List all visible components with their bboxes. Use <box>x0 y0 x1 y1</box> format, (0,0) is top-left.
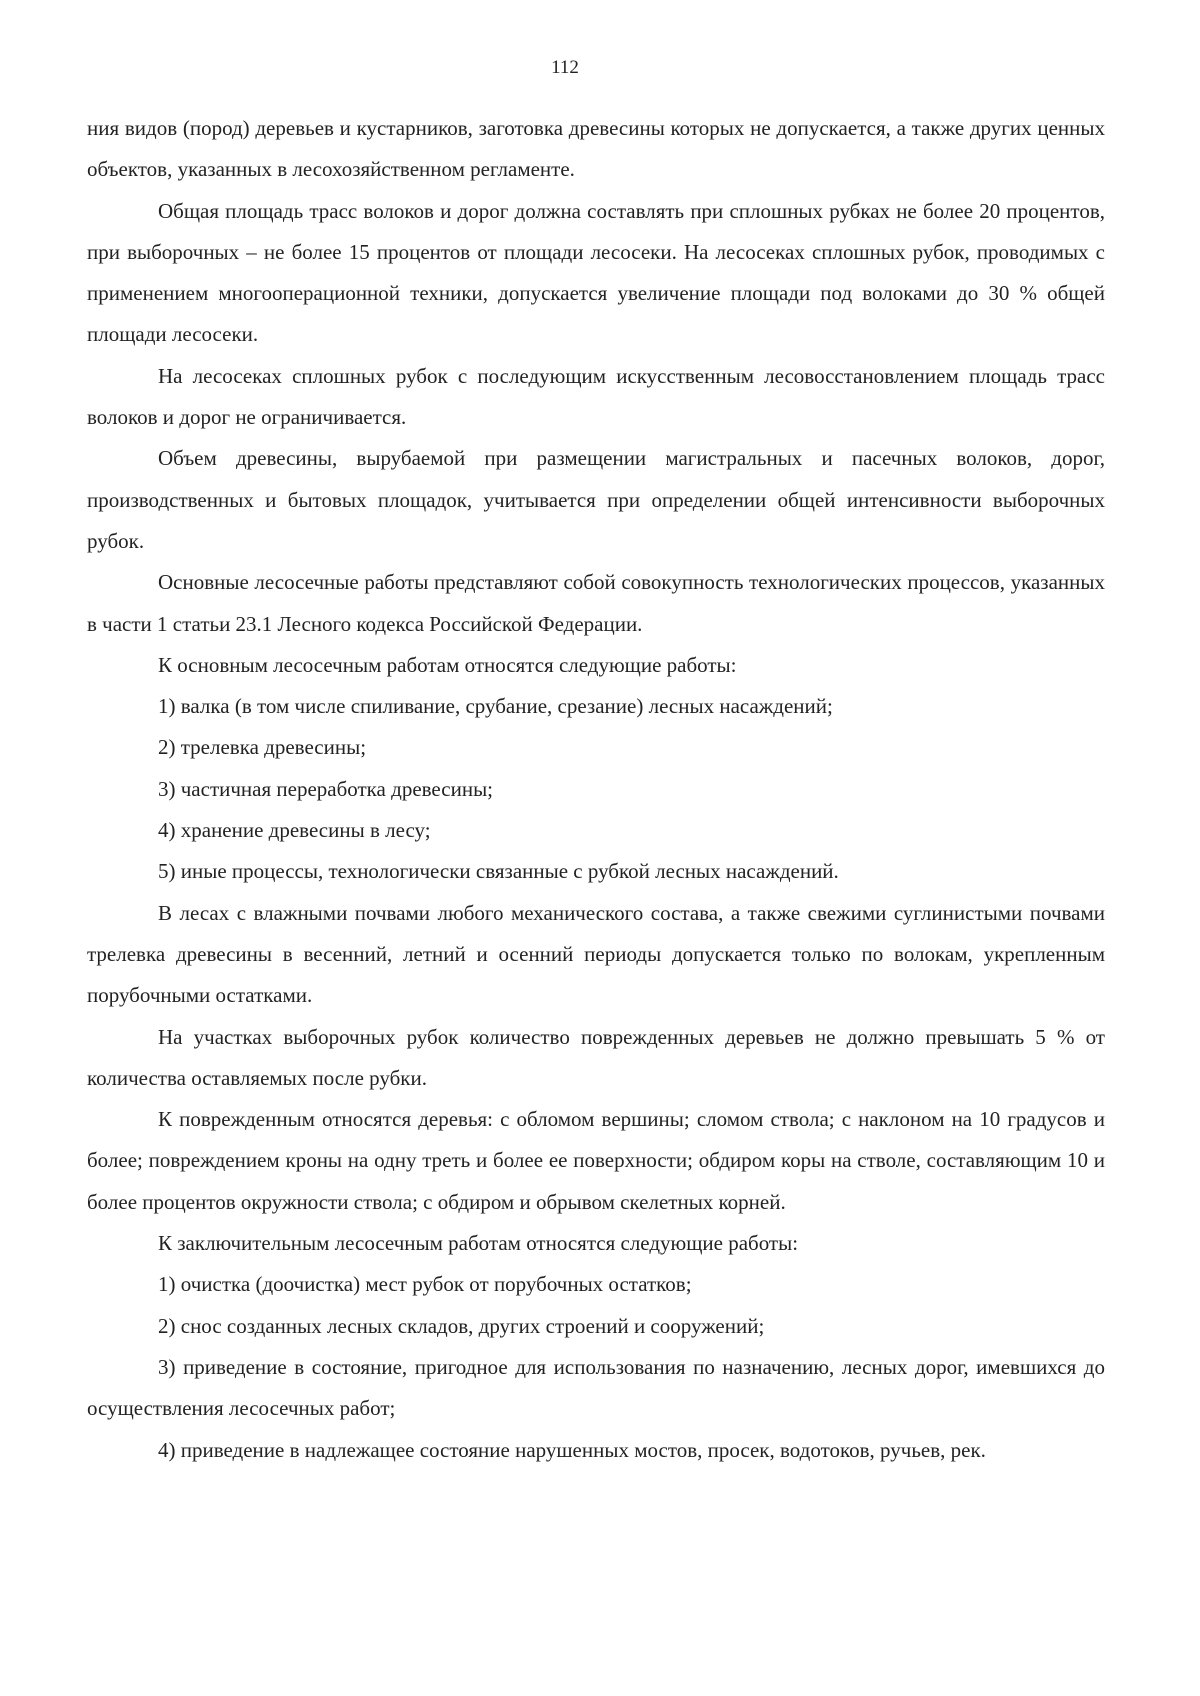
body-text <box>87 108 1105 1471</box>
paragraph: 1) валка (в том числе спиливание, срубание, срезание) лесных насаждений; <box>158 694 833 719</box>
page-number: 112 <box>551 57 579 78</box>
paragraph: 3) частичная переработка древесины; <box>158 776 494 801</box>
paragraph: 3) приведение в состояние, пригодное для использования по назначению, лесных дорог, имевшихся до осуществления лесосечных работ; <box>87 1354 1105 1421</box>
paragraph: Общая площадь трасс волоков и дорог должна составлять при сплошных рубках не более 20 процентов, при выборочных – не более 15 процентов от площади лесосеки. На лесосеках сплошных рубок, проводимых с применением многооперационной техники, допускается увеличение площади под волоками до 30 % общей площади лесосеки. <box>87 198 1105 347</box>
paragraph: 4) приведение в надлежащее состояние нарушенных мостов, просек, водотоков, ручьев, рек. <box>158 1437 986 1462</box>
paragraph: 4) хранение древесины в лесу; <box>158 818 431 843</box>
paragraph: К заключительным лесосечным работам относятся следующие работы: <box>158 1231 799 1256</box>
paragraph: На участках выборочных рубок количество поврежденных деревьев не должно превышать 5 % от количества оставляемых после рубки. <box>87 1024 1105 1090</box>
paragraph: Основные лесосечные работы представляют собой совокупность технологических процессов, указанных в части 1 статьи 23.1 Лесного кодекса Российской Федерации. <box>87 570 1105 636</box>
paragraph: На лесосеках сплошных рубок с последующим искусственным лесовосстановлением площадь трасс волоков и дорог не ограничивается. <box>87 363 1105 430</box>
paragraph: К основным лесосечным работам относятся следующие работы: <box>158 652 737 677</box>
paragraph: Объем древесины, вырубаемой при размещении магистральных и пасечных волоков, дорог, производственных и бытовых площадок, учитывается при определении общей интенсивности выборочных рубок. <box>87 446 1105 553</box>
paragraph: 2) трелевка древесины; <box>158 735 367 760</box>
paragraph: К поврежденным относятся деревья: с обломом вершины; сломом ствола; с наклоном на 10 градусов и более; повреждением кроны на одну треть и более ее поверхности; обдиром коры на стволе, составляющим 10 и более процентов окружности ствола; с обдиром и обрывом скелетных корней. <box>87 1107 1105 1214</box>
paragraph: 2) снос созданных лесных складов, других строений и сооружений; <box>158 1313 765 1338</box>
paragraph: В лесах с влажными почвами любого механического состава, а также свежими суглинистыми почвами трелевка древесины в весенний, летний и осенний периоды допускается только по волокам, укрепленным порубочными остатками. <box>87 900 1105 1008</box>
paragraph: 5) иные процессы, технологически связанные с рубкой лесных насаждений. <box>158 859 839 884</box>
paragraph: 1) очистка (доочистка) мест рубок от порубочных остатков; <box>158 1272 692 1297</box>
paragraph: ния видов (пород) деревьев и кустарников, заготовка древесины которых не допускается, а также других ценных объектов, указанных в лесохозяйственном регламенте. <box>87 116 1105 182</box>
